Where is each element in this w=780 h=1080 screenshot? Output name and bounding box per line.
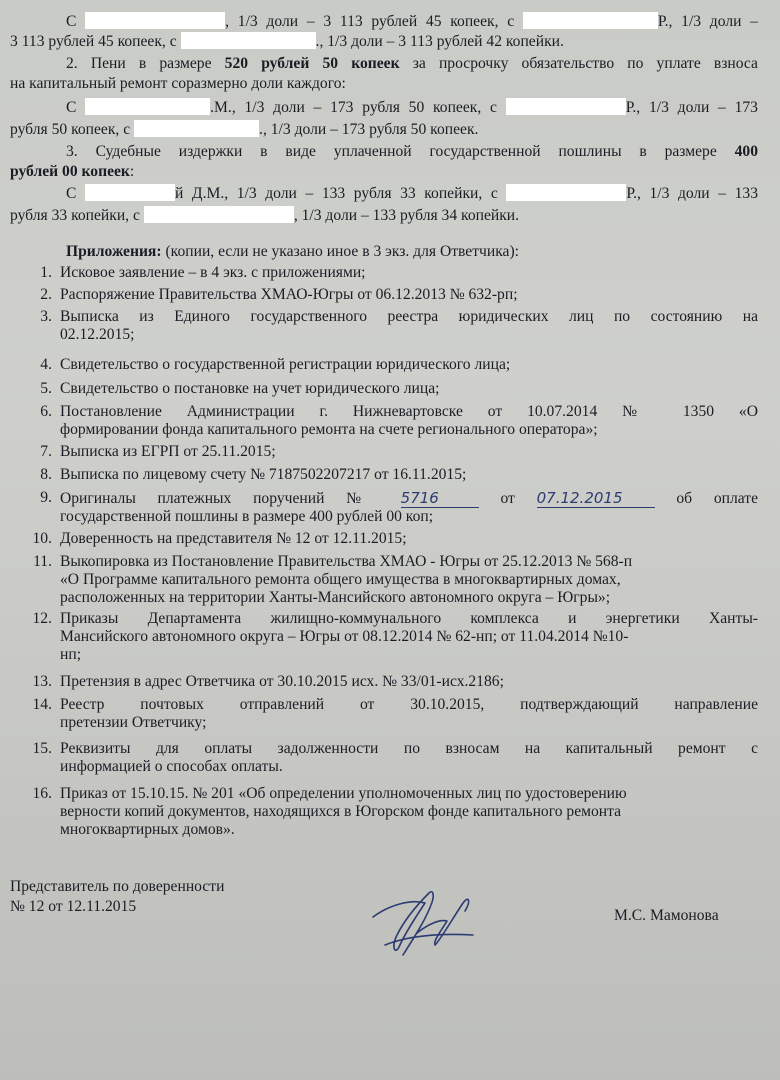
attachment-item-7: 7. Выписка из ЕГРП от 25.11.2015; (40, 443, 276, 460)
redaction (134, 120, 259, 137)
redaction (181, 32, 316, 49)
costs-line-2: рублей 00 копеек: (10, 163, 135, 180)
attachment-item-13: 13. Претензия в адрес Ответчика от 30.10.2015 исх. № 33/01-исх.2186; (32, 673, 504, 690)
handwritten-number: 5716 (401, 489, 479, 508)
redaction (85, 98, 210, 115)
redaction (506, 98, 626, 115)
signature-stroke (373, 892, 433, 955)
penalty-line-2: на капитальный ремонт соразмерно доли каждого: (10, 75, 346, 92)
attachment-item-5: 5. Свидетельство о постановке на учет юридического лица; (40, 380, 440, 397)
attachment-item-16: 16. Приказ от 15.10.15. № 201 «Об определении уполномоченных лиц по удостоверению верности копий документов, находящихся в Югорском фонде капитального ремонта многоквартирных домов». (32, 785, 627, 838)
redaction (506, 184, 626, 201)
costs-line-4: рубля 33 копейки, с , 1/3 доли – 133 рубля 34 копейки. (10, 207, 520, 224)
handwritten-signature (355, 875, 485, 965)
representative-line-1: Представитель по доверенности (10, 878, 225, 895)
signatory-name: М.С. Мамонова (614, 907, 719, 924)
penalty-line-4: рубля 50 копеек, с ., 1/3 доли – 173 рубля 50 копеек. (10, 121, 479, 138)
attachment-item-9: 9. Оригиналы платежных поручений № 5716 от 07.12.2015 об оплате государственной пошлины в размере 400 рублей 00 коп; (40, 489, 759, 525)
attachment-item-6: 6. Постановление Администрации г. Нижневартовске от 10.07.2014 № 1350 «О формировании фонда капитального ремонта на счете регионального оператора»; (40, 403, 758, 438)
penalty-line-3: С .М., 1/3 доли – 173 рубля 50 копеек, с Р., 1/3 доли – 173 (66, 99, 758, 116)
costs-line-3: С й Д.М., 1/3 доли – 133 рубля 33 копейки, с Р., 1/3 доли – 133 (66, 185, 758, 202)
attachment-item-15: 15. Реквизиты для оплаты задолженности по взносам на капитальный ремонт с информацией о способах оплаты. (32, 740, 758, 775)
redaction (85, 184, 175, 201)
handwritten-date: 07.12.2015 (537, 489, 655, 508)
attachment-item-14: 14. Реестр почтовых отправлений от 30.10.2015, подтверждающий направление претензии Ответчику; (32, 696, 758, 731)
attachment-item-10: 10. Доверенность на представителя № 12 от 12.11.2015; (32, 530, 407, 547)
attachments-heading: Приложения: (копии, если не указано иное в 3 экз. для Ответчика): (66, 243, 520, 260)
signature-stroke (417, 899, 469, 945)
debt-line-2: 3 113 рублей 45 копеек, с ., 1/3 доли – 3 113 рублей 42 копейки. (10, 33, 564, 50)
redaction (85, 12, 225, 29)
representative-line-2: № 12 от 12.11.2015 (10, 898, 137, 915)
attachment-item-1: 1. Исковое заявление – в 4 экз. с приложениями; (40, 264, 366, 281)
debt-line-1: С , 1/3 доли – 3 113 рублей 45 копеек, с Р., 1/3 доли – (66, 13, 758, 30)
redaction (144, 206, 294, 223)
signature-stroke (385, 934, 473, 945)
attachment-item-8: 8. Выписка по лицевому счету № 7187502207217 от 16.11.2015; (40, 466, 467, 483)
penalty-paragraph: 2. Пени в размере 520 рублей 50 копеек за просрочку обязательство по уплате взноса (66, 55, 758, 72)
attachment-item-12: 12. Приказы Департамента жилищно-коммунального комплекса и энергетики Ханты- Мансийского автономного округа – Югры от 08.12.2014 № 62-нп; от 11.04.2014 №10- нп; (32, 610, 758, 663)
attachment-item-4: 4. Свидетельство о государственной регистрации юридического лица; (40, 356, 511, 373)
costs-paragraph: 3. Судебные издержки в виде уплаченной государственной пошлины в размере 400 (66, 143, 759, 160)
attachment-item-11: 11. Выкопировка из Постановление Правительства ХМАО - Югры от 25.12.2013 № 568-п «О Программе капитального ремонта общего имущества в многоквартирных домах, расположенных на территории Ханты-Мансийского автономного округа – Югры»; (33, 553, 633, 606)
redaction (523, 12, 658, 29)
attachment-item-3: 3. Выписка из Единого государственного реестра юридических лиц по состоянию на 02.12.2015; (40, 308, 758, 343)
attachment-item-2: 2. Распоряжение Правительства ХМАО-Югры от 06.12.2013 № 632-рп; (40, 286, 518, 303)
